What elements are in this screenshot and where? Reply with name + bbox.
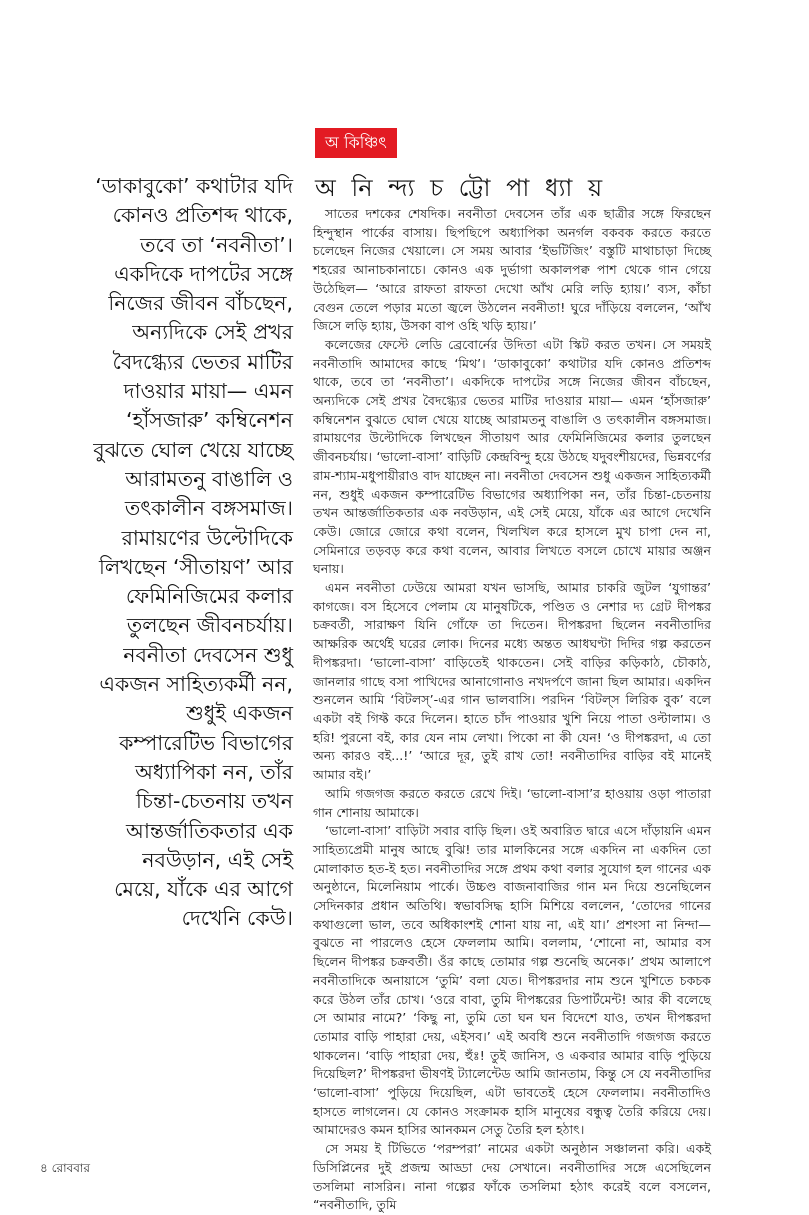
pull-quote-line: আন্তর্জাতিকতার এক — [126, 818, 293, 843]
pull-quote-line: দাওয়ার মায়া— এমন — [123, 379, 293, 404]
pull-quote-line: ‘ডাকাবুকো’ কথাটার যদি — [95, 174, 293, 198]
article-paragraph: এমন নবনীতা ঢেউয়ে আমরা যখন ভাসছি, আমার চাকরি জুটল ‘যুগান্তর’ কাগজে। বস হিসেবে পেলাম যে মানুষটিকে, পণ্ডিত ও নেশার দ্য গ্রেট দীপঙ্কর চক্রবর্তী, সারাক্ষণ যিনি গোঁফে তা দিতেন। দীপঙ্করদা ছিলেন নবনীতাদির আক্ষরিক অর্থেই ঘরের লোক। দিনের মধ্যে অন্তত আধঘণ্টা দিদির গল্প করতেন দীপঙ্করদা। ‘ভালো-বাসা’ বাড়িতেই থাকতেন। সেই বাড়ির কড়িকাঠ, চৌকাঠ, জানলার গাছে বসা পাখিদের আনাগোনাও নখদর্পণে জানা ছিল আমার। একদিন শুনলেন আমি ‘বিটলস্’-এর গান ভালবাসি। পরদিন ‘বিটল্স লিরিক বুক’ বলে একটা বই গিফ্ট করে দিলেন। হাতে চাঁদ পাওয়ার খুশি নিয়ে পাতা ওল্টালাম। ও হরি! পুরনো বই, কার যেন নাম লেখা। পিকো না কী যেন! ‘ও দীপঙ্করদা, এ তো অন্য কারও বই...!’ ‘আরে দূর, তুই রাখ তো! নবনীতাদির বাড়ির বই মানেই আমার বই।’ — [313, 580, 711, 783]
pull-quote-line: নবউড়ান, এই সেই — [142, 847, 293, 872]
pull-quote-line: তুলছেন জীবনচর্যায়। — [126, 613, 293, 638]
pull-quote-line: বৈদগ্ধ্যের ভেতর মাটির — [112, 349, 293, 374]
article-paragraph: কলেজের ফেস্টে লেডি ব্রেবোর্নের উদিতা এটা স্কিট করত তখন। সে সময়ই নবনীতাদি আমাদের কাছে ‘মিথ’। ‘ডাকাবুকো’ কথাটার যদি কোনও প্রতিশব্দ থাকে, তবে তা ‘নবনীতা’। একদিকে দাপটের সঙ্গে নিজের জীবন বাঁচছেন, অন্যদিকে সেই প্রখর বৈদগ্ধ্যের ভেতর মাটির দাওয়ার মায়া— এমন ‘হাঁসজারু’ কম্বিনেশন বুঝতে ঘোল খেয়ে যাচ্ছে আরামতনু বাঙালি ও তৎকালীন বঙ্গসমাজ। রামায়ণের উল্টোদিকে লিখছেন সীতায়ণ আর ফেমিনিজিমের কলার তুলছেন জীবনচর্যায়। ‘ভালো-বাসা’ বাড়িটি কেন্দ্রবিন্দু হয়ে উঠছে যদুবংশীয়দের, ভিন্নবর্ণের রাম-শ্যাম-মধুপায়ীরাও বাদ যাচ্ছেন না। নবনীতা দেবসেন শুধু একজন সাহিত্যকর্মী নন, শুধুই একজন কম্পারেটিভ বিভাগের অধ্যাপিকা নন, তাঁর চিন্তা-চেতনায় তখন আন্তর্জাতিকতার এক নবউড়ান, এই সেই মেয়ে, যাঁকে এর আগে দেখেনি কেউ। জোরে জোরে কথা বলেন, খিলখিল করে হাসলে মুখ চাপা দেন না, সেমিনারে তড়বড় করে কথা বলেন, আবার লিখতে বসলে চোখে মায়ার অঞ্জন ঘনায়। — [313, 336, 711, 577]
article-paragraph: ‘ভালো-বাসা’ বাড়িটা সবার বাড়ি ছিল। ওই অবারিত দ্বারে এসে দাঁড়ায়নি এমন সাহিত্যপ্রেমী মানুষ আছে বুঝি! তার মালকিনের সঙ্গে একদিন না একদিন তো মোলাকাত হত-ই হত। নবনীতাদির সঙ্গে প্রথম কথা বলার সুযোগ হল গানের এক অনুষ্ঠানে, মিলেনিয়াম পার্কে। উচ্চণ্ড বাজনাবাজির গান মন দিয়ে শুনেছিলেন সেদিনকার প্রধান অতিথি। স্বভাবসিদ্ধ হাসি মিশিয়ে বললেন, ‘তোদের গানের কথাগুলো ভাল, তবে অধিকাংশই শোনা যায় না, এই যা।’ প্রশংসা না নিন্দা— বুঝতে না পারলেও হেসে ফেললাম আমি। বললাম, ‘শোনো না, আমার বস ছিলেন দীপঙ্কর চক্রবর্তী। ওঁর কাছে তোমার গল্প শুনেছি অনেক।’ প্রথম আলাপে নবনীতাদিকে অনায়াসে ‘তুমি’ বলা যেত। দীপঙ্করদার নাম শুনে খুশিতে চকচক করে উঠল তাঁর চোখ। ‘ওরে বাবা, তুমি দীপঙ্করের ডিপার্টমেন্ট! আর কী বলেছে সে আমার নামে?’ ‘কিছু না, তুমি তো ঘন ঘন বিদেশে যাও, তখন দীপঙ্করদা তোমার বাড়ি পাহারা দেয়, এইসব।’ এই অবধি শুনে নবনীতাদি গজগজ করতে থাকলেন। ‘বাড়ি পাহারা দেয়, হুঁঃ! তুই জানিস, ও একবার আমার বাড়ি পুড়িয়ে দিয়েছিল?’ দীপঙ্করদা ভীষণই ট্যালেন্টেড আমি জানতাম, কিন্তু সে যে নবনীতাদির ‘ভালো-বাসা’ পুড়িয়ে দিয়েছিল, এটা ভাবতেই হেসে ফেললাম। নবনীতাদিও হাসতে লাগলেন। যে কোনও সংক্রামক হাসি মানুষের বন্ধুত্ব তৈরি করিয়ে দেয়। আমাদেরও কমন হাসির আনকমন সেতু তৈরি হল হঠাৎ। — [313, 823, 711, 1138]
pull-quote-line: অন্যদিকে সেই প্রখর — [132, 320, 293, 345]
pull-quote-line: আরামতনু বাঙালি ও — [125, 466, 293, 491]
pull-quote-line: কম্পারেটিভ বিভাগের — [119, 730, 293, 755]
pull-quote-line: নিজের জীবন বাঁচছেন, — [108, 291, 293, 316]
pull-quote-line: দেখেনি কেউ। — [181, 906, 293, 931]
pull-quote-line: শুধুই একজন — [186, 701, 293, 726]
pull-quote-line: মেয়ে, যাঁকে এর আগে — [114, 877, 293, 902]
pull-quote-line: নবনীতা দেবসেন শুধু — [123, 642, 293, 667]
article-paragraph: সে সময় ই টিভিতে ‘পরম্পরা’ নামের একটা অনুষ্ঠান সঞ্চালনা করি। একই ডিসিপ্লিনের দুই প্রজন্ম আড্ডা দেয় সেখানে। নবনীতাদির সঙ্গে এসেছিলেন তসলিমা নাসরিন। নানা গল্পের ফাঁকে তসলিমা হঠাৎ করেই বলে বসলেন, “নবনীতাদি, তুমি — [313, 1141, 711, 1213]
article-paragraph: সাতের দশকের শেষদিক। নবনীতা দেবসেন তাঁর এক ছাত্রীর সঙ্গে ফিরছেন হিন্দুস্থান পার্কের বাসায়। ছিপছিপে অধ্যাপিকা অনর্গল বকবক করতে করতে চলেছেন নিজের খেয়ালে। সে সময় আবার ‘ইভটিজিং’ বস্তুটি মাথাচাড়া দিচ্ছে শহরের আনাচকানাচে। কোনও এক দুর্ভাগা অকালপক্ব পাশ থেকে গান গেয়ে উঠেছিল— ‘আরে রাফতা রাফতা দেখো আঁখ মেরি লড়ি হ্যায়।’ ব্যস, কাঁচা বেগুন তেলে পড়ার মতো জ্বলে উঠলেন নবনীতা! ঘুরে দাঁড়িয়ে বললেন, ‘আঁখ জিসে লড়ি হ্যায়, উসকা বাপ ওহি খড়ি হ্যায়।’ — [313, 206, 711, 334]
pull-quote — [38, 172, 293, 934]
pull-quote-line: ‘হাঁসজারু’ কম্বিনেশন — [126, 408, 293, 433]
section-tag: অ কিঞ্চিৎ — [315, 128, 397, 158]
pull-quote-line: ফেমিনিজিমের কলার — [125, 584, 293, 609]
pull-quote-line: তৎকালীন বঙ্গসমাজ। — [124, 496, 293, 521]
pull-quote-line: অধ্যাপিকা নন, তাঁর — [135, 759, 293, 784]
pull-quote-line: একদিকে দাপটের সঙ্গে — [114, 261, 293, 286]
article-body — [313, 205, 711, 1215]
pull-quote-line: তবে তা ‘নবনীতা’। — [140, 232, 293, 257]
pull-quote-line: বুঝতে ঘোল খেয়ে যাচ্ছে — [93, 437, 293, 462]
pull-quote-line: চিন্তা-চেতনায় তখন — [135, 789, 293, 814]
pull-quote-line: কোনও প্রতিশব্দ থাকে, — [112, 203, 293, 228]
author-byline: অ নি ন্দ্য চ ট্টো পা ধ্যা য় — [315, 174, 607, 202]
pull-quote-line: রামায়ণের উল্টোদিকে — [121, 525, 293, 550]
pull-quote-line: লিখছেন ‘সীতায়ণ’ আর — [99, 554, 293, 579]
article-paragraph: আমি গজগজ করতে করতে রেখে দিই। ‘ভালো-বাসা’র হাওয়ায় ওড়া পাতারা গান শোনায় আমাকে। — [313, 785, 711, 820]
page-footer: ৪ রোববার — [40, 1161, 90, 1175]
pull-quote-line: একজন সাহিত্যকর্মী নন, — [99, 672, 293, 697]
